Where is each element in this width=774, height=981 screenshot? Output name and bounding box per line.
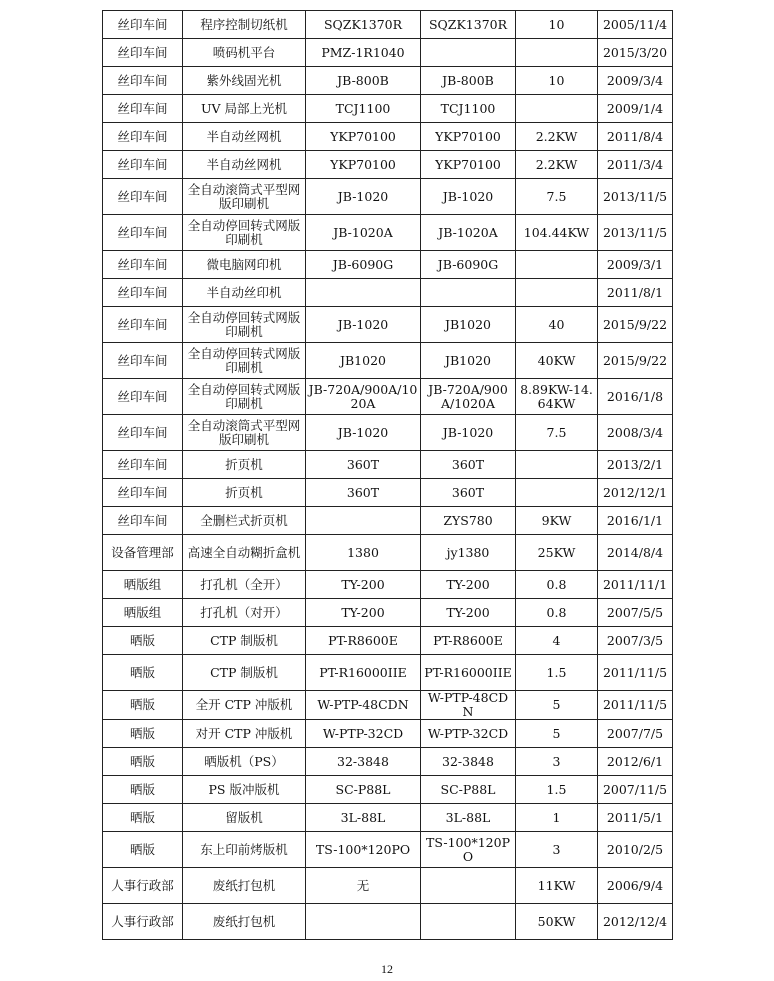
- table-row: [103, 868, 673, 904]
- table-row: [103, 804, 673, 832]
- date-cell: 2011/11/5: [598, 655, 673, 691]
- department-cell: 丝印车间: [103, 11, 183, 39]
- table-row: [103, 251, 673, 279]
- equipment-name-cell: CTP 制版机: [183, 655, 306, 691]
- spec-cell: 32-3848: [421, 748, 516, 776]
- power-cell: 4: [516, 627, 598, 655]
- power-cell: 1.5: [516, 776, 598, 804]
- table-row: [103, 655, 673, 691]
- equipment-name-cell: 程序控制切纸机: [183, 11, 306, 39]
- power-cell: 9KW: [516, 507, 598, 535]
- model-cell: 无: [306, 868, 421, 904]
- department-cell: 丝印车间: [103, 507, 183, 535]
- department-cell: 晒版: [103, 776, 183, 804]
- equipment-table: [102, 10, 673, 940]
- spec-cell: SQZK1370R: [421, 11, 516, 39]
- equipment-name-cell: 全删栏式折页机: [183, 507, 306, 535]
- power-cell: 10: [516, 11, 598, 39]
- date-cell: 2005/11/4: [598, 11, 673, 39]
- spec-cell: [421, 904, 516, 940]
- power-cell: 0.8: [516, 571, 598, 599]
- department-cell: 丝印车间: [103, 151, 183, 179]
- page-number: 12: [381, 962, 393, 976]
- power-cell: 50KW: [516, 904, 598, 940]
- table-row: [103, 479, 673, 507]
- power-cell: [516, 95, 598, 123]
- spec-cell: W-PTP-48CDN: [421, 691, 516, 720]
- power-cell: 1: [516, 804, 598, 832]
- power-cell: 1.5: [516, 655, 598, 691]
- table-row: [103, 451, 673, 479]
- model-cell: YKP70100: [306, 151, 421, 179]
- model-cell: TY-200: [306, 571, 421, 599]
- power-cell: 10: [516, 67, 598, 95]
- spec-cell: JB-6090G: [421, 251, 516, 279]
- equipment-name-cell: 打孔机（对开）: [183, 599, 306, 627]
- department-cell: 丝印车间: [103, 67, 183, 95]
- spec-cell: JB-800B: [421, 67, 516, 95]
- equipment-name-cell: 全开 CTP 冲版机: [183, 691, 306, 720]
- department-cell: 丝印车间: [103, 343, 183, 379]
- date-cell: 2008/3/4: [598, 415, 673, 451]
- model-cell: SQZK1370R: [306, 11, 421, 39]
- department-cell: 人事行政部: [103, 904, 183, 940]
- spec-cell: PT-R16000IIE: [421, 655, 516, 691]
- date-cell: 2011/11/1: [598, 571, 673, 599]
- department-cell: 晒版: [103, 627, 183, 655]
- department-cell: 晒版: [103, 748, 183, 776]
- table-row: [103, 151, 673, 179]
- model-cell: 3L-88L: [306, 804, 421, 832]
- date-cell: 2009/1/4: [598, 95, 673, 123]
- department-cell: 丝印车间: [103, 479, 183, 507]
- table-row: [103, 123, 673, 151]
- table-row: [103, 179, 673, 215]
- date-cell: 2010/2/5: [598, 832, 673, 868]
- spec-cell: 360T: [421, 451, 516, 479]
- model-cell: [306, 904, 421, 940]
- model-cell: W-PTP-32CD: [306, 720, 421, 748]
- power-cell: [516, 479, 598, 507]
- model-cell: 1380: [306, 535, 421, 571]
- power-cell: 3: [516, 832, 598, 868]
- department-cell: 晒版: [103, 720, 183, 748]
- date-cell: 2013/11/5: [598, 215, 673, 251]
- department-cell: 设备管理部: [103, 535, 183, 571]
- spec-cell: YKP70100: [421, 123, 516, 151]
- model-cell: W-PTP-48CDN: [306, 691, 421, 720]
- spec-cell: W-PTP-32CD: [421, 720, 516, 748]
- department-cell: 丝印车间: [103, 39, 183, 67]
- power-cell: [516, 279, 598, 307]
- power-cell: 0.8: [516, 599, 598, 627]
- department-cell: 丝印车间: [103, 279, 183, 307]
- spec-cell: SC-P88L: [421, 776, 516, 804]
- model-cell: JB-1020A: [306, 215, 421, 251]
- power-cell: 7.5: [516, 415, 598, 451]
- department-cell: 丝印车间: [103, 451, 183, 479]
- power-cell: 8.89KW-14.64KW: [516, 379, 598, 415]
- spec-cell: 360T: [421, 479, 516, 507]
- table-row: [103, 748, 673, 776]
- spec-cell: JB-1020: [421, 415, 516, 451]
- department-cell: 晒版: [103, 832, 183, 868]
- equipment-name-cell: 折页机: [183, 479, 306, 507]
- power-cell: 5: [516, 720, 598, 748]
- table-row: [103, 507, 673, 535]
- date-cell: 2007/3/5: [598, 627, 673, 655]
- date-cell: 2015/3/20: [598, 39, 673, 67]
- power-cell: 2.2KW: [516, 151, 598, 179]
- model-cell: 360T: [306, 479, 421, 507]
- date-cell: 2011/3/4: [598, 151, 673, 179]
- model-cell: JB-1020: [306, 307, 421, 343]
- spec-cell: JB-1020: [421, 179, 516, 215]
- equipment-name-cell: 折页机: [183, 451, 306, 479]
- power-cell: [516, 451, 598, 479]
- power-cell: 40: [516, 307, 598, 343]
- date-cell: 2015/9/22: [598, 307, 673, 343]
- equipment-name-cell: CTP 制版机: [183, 627, 306, 655]
- table-row: [103, 307, 673, 343]
- department-cell: 晒版组: [103, 599, 183, 627]
- date-cell: 2011/11/5: [598, 691, 673, 720]
- table-row: [103, 627, 673, 655]
- power-cell: [516, 251, 598, 279]
- model-cell: 32-3848: [306, 748, 421, 776]
- spec-cell: 3L-88L: [421, 804, 516, 832]
- department-cell: 晒版: [103, 655, 183, 691]
- department-cell: 丝印车间: [103, 179, 183, 215]
- spec-cell: TCJ1100: [421, 95, 516, 123]
- power-cell: 5: [516, 691, 598, 720]
- model-cell: [306, 507, 421, 535]
- equipment-name-cell: 废纸打包机: [183, 904, 306, 940]
- model-cell: JB-6090G: [306, 251, 421, 279]
- table-row: [103, 279, 673, 307]
- date-cell: 2007/11/5: [598, 776, 673, 804]
- table-row: [103, 39, 673, 67]
- power-cell: 2.2KW: [516, 123, 598, 151]
- table-row: [103, 691, 673, 720]
- department-cell: 丝印车间: [103, 379, 183, 415]
- spec-cell: TS-100*120PO: [421, 832, 516, 868]
- equipment-name-cell: 微电脑网印机: [183, 251, 306, 279]
- equipment-name-cell: UV 局部上光机: [183, 95, 306, 123]
- date-cell: 2009/3/1: [598, 251, 673, 279]
- table-row: [103, 720, 673, 748]
- spec-cell: [421, 279, 516, 307]
- spec-cell: TY-200: [421, 599, 516, 627]
- spec-cell: [421, 39, 516, 67]
- table-row: [103, 67, 673, 95]
- equipment-name-cell: 半自动丝印机: [183, 279, 306, 307]
- table-row: [103, 95, 673, 123]
- equipment-name-cell: 半自动丝网机: [183, 123, 306, 151]
- department-cell: 丝印车间: [103, 95, 183, 123]
- equipment-name-cell: 东上印前烤版机: [183, 832, 306, 868]
- model-cell: JB-1020: [306, 415, 421, 451]
- table-row: [103, 776, 673, 804]
- table-row: [103, 832, 673, 868]
- spec-cell: jy1380: [421, 535, 516, 571]
- date-cell: 2007/5/5: [598, 599, 673, 627]
- equipment-name-cell: 全自动停回转式网版印刷机: [183, 307, 306, 343]
- equipment-name-cell: 全自动滚筒式平型网版印刷机: [183, 415, 306, 451]
- equipment-name-cell: 全自动滚筒式平型网版印刷机: [183, 179, 306, 215]
- spec-cell: TY-200: [421, 571, 516, 599]
- table-row: [103, 904, 673, 940]
- model-cell: PT-R8600E: [306, 627, 421, 655]
- date-cell: 2012/12/1: [598, 479, 673, 507]
- date-cell: 2012/6/1: [598, 748, 673, 776]
- model-cell: 360T: [306, 451, 421, 479]
- spec-cell: [421, 868, 516, 904]
- department-cell: 晒版: [103, 804, 183, 832]
- equipment-name-cell: 喷码机平台: [183, 39, 306, 67]
- spec-cell: JB-1020A: [421, 215, 516, 251]
- spec-cell: ZYS780: [421, 507, 516, 535]
- table-row: [103, 415, 673, 451]
- date-cell: 2011/5/1: [598, 804, 673, 832]
- equipment-name-cell: 全自动停回转式网版印刷机: [183, 379, 306, 415]
- power-cell: 11KW: [516, 868, 598, 904]
- equipment-name-cell: 打孔机（全开）: [183, 571, 306, 599]
- table-row: [103, 535, 673, 571]
- model-cell: TS-100*120PO: [306, 832, 421, 868]
- equipment-name-cell: PS 版冲版机: [183, 776, 306, 804]
- equipment-name-cell: 半自动丝网机: [183, 151, 306, 179]
- power-cell: 104.44KW: [516, 215, 598, 251]
- table-row: [103, 11, 673, 39]
- power-cell: 7.5: [516, 179, 598, 215]
- date-cell: 2006/9/4: [598, 868, 673, 904]
- model-cell: TY-200: [306, 599, 421, 627]
- table-row: [103, 571, 673, 599]
- spec-cell: PT-R8600E: [421, 627, 516, 655]
- equipment-name-cell: 高速全自动糊折盒机: [183, 535, 306, 571]
- power-cell: 40KW: [516, 343, 598, 379]
- date-cell: 2016/1/8: [598, 379, 673, 415]
- date-cell: 2014/8/4: [598, 535, 673, 571]
- spec-cell: JB-720A/900A/1020A: [421, 379, 516, 415]
- model-cell: JB-1020: [306, 179, 421, 215]
- model-cell: JB-720A/900A/1020A: [306, 379, 421, 415]
- spec-cell: YKP70100: [421, 151, 516, 179]
- date-cell: 2007/7/5: [598, 720, 673, 748]
- table-row: [103, 343, 673, 379]
- department-cell: 人事行政部: [103, 868, 183, 904]
- table-row: [103, 379, 673, 415]
- department-cell: 晒版组: [103, 571, 183, 599]
- date-cell: 2009/3/4: [598, 67, 673, 95]
- equipment-name-cell: 留版机: [183, 804, 306, 832]
- model-cell: YKP70100: [306, 123, 421, 151]
- department-cell: 丝印车间: [103, 251, 183, 279]
- model-cell: JB1020: [306, 343, 421, 379]
- model-cell: PMZ-1R1040: [306, 39, 421, 67]
- power-cell: [516, 39, 598, 67]
- equipment-name-cell: 对开 CTP 冲版机: [183, 720, 306, 748]
- equipment-name-cell: 紫外线固光机: [183, 67, 306, 95]
- date-cell: 2015/9/22: [598, 343, 673, 379]
- date-cell: 2016/1/1: [598, 507, 673, 535]
- department-cell: 丝印车间: [103, 215, 183, 251]
- department-cell: 丝印车间: [103, 123, 183, 151]
- model-cell: [306, 279, 421, 307]
- power-cell: 25KW: [516, 535, 598, 571]
- power-cell: 3: [516, 748, 598, 776]
- model-cell: SC-P88L: [306, 776, 421, 804]
- date-cell: 2013/2/1: [598, 451, 673, 479]
- date-cell: 2011/8/1: [598, 279, 673, 307]
- date-cell: 2011/8/4: [598, 123, 673, 151]
- date-cell: 2012/12/4: [598, 904, 673, 940]
- spec-cell: JB1020: [421, 343, 516, 379]
- spec-cell: JB1020: [421, 307, 516, 343]
- equipment-name-cell: 晒版机（PS）: [183, 748, 306, 776]
- date-cell: 2013/11/5: [598, 179, 673, 215]
- equipment-name-cell: 全自动停回转式网版印刷机: [183, 343, 306, 379]
- model-cell: TCJ1100: [306, 95, 421, 123]
- department-cell: 晒版: [103, 691, 183, 720]
- model-cell: JB-800B: [306, 67, 421, 95]
- table-row: [103, 215, 673, 251]
- table-row: [103, 599, 673, 627]
- equipment-name-cell: 全自动停回转式网版印刷机: [183, 215, 306, 251]
- department-cell: 丝印车间: [103, 307, 183, 343]
- department-cell: 丝印车间: [103, 415, 183, 451]
- equipment-name-cell: 废纸打包机: [183, 868, 306, 904]
- model-cell: PT-R16000IIE: [306, 655, 421, 691]
